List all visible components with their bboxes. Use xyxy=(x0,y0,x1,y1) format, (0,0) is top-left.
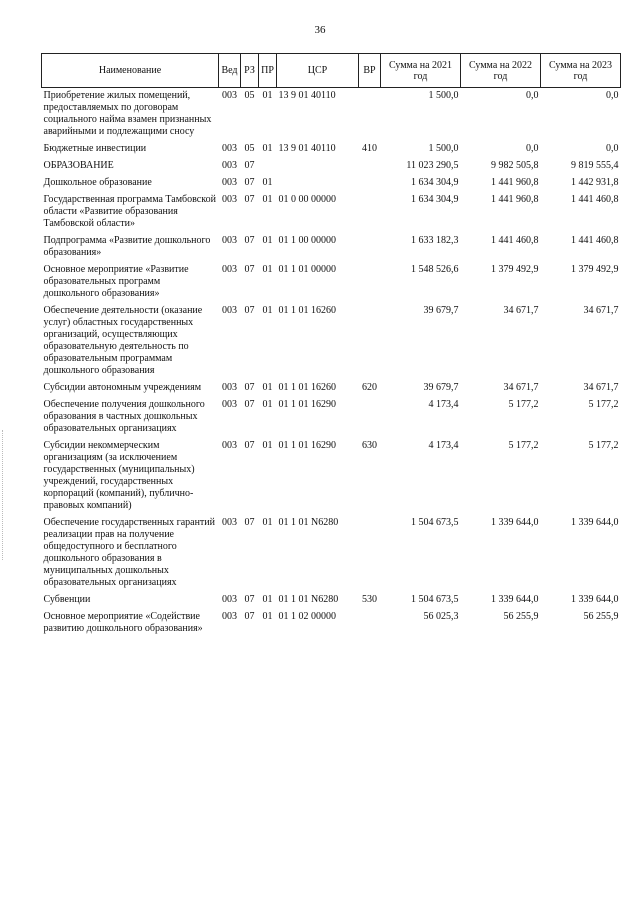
row-csr: 01 1 01 00000 xyxy=(278,264,336,275)
row-name: Приобретение жилых помещений, предоставляемых по договорам социального найма взамен признанных аварийными и подлежащими сносу xyxy=(43,90,212,137)
row-rz: 07 xyxy=(244,177,255,188)
row-csr xyxy=(277,158,359,175)
header-sum-2021: Сумма на 2021 год xyxy=(381,54,461,88)
row-name: Обеспечение государственных гарантий реализации прав на получение общедоступного и бесплатного дошкольного образования в муниципальных дошкольных образовательных организациях xyxy=(43,517,215,588)
row-rz: 07 xyxy=(244,517,255,528)
row-sum-2021: 39 679,7 xyxy=(423,382,459,393)
row-pr xyxy=(259,158,277,175)
table-row xyxy=(42,303,621,380)
row-sum-2021: 1 504 673,5 xyxy=(411,594,459,605)
row-csr: 01 1 00 00000 xyxy=(278,235,336,246)
row-name: Субсидии автономным учреждениям xyxy=(43,382,202,393)
row-sum-2023: 34 671,7 xyxy=(583,305,619,316)
row-name: Государственная программа Тамбовской области «Развитие образования Тамбовской области» xyxy=(43,194,216,229)
row-ved: 003 xyxy=(222,160,237,171)
row-rz: 07 xyxy=(244,194,255,205)
table-row xyxy=(42,141,621,158)
table-row xyxy=(42,380,621,397)
row-csr: 01 1 01 N6280 xyxy=(278,517,339,528)
row-vr xyxy=(359,303,381,380)
row-sum-2022: 1 441 960,8 xyxy=(491,194,539,205)
row-vr xyxy=(359,175,381,192)
table-row xyxy=(42,158,621,175)
row-sum-2023: 1 442 931,8 xyxy=(571,177,619,188)
row-sum-2022: 34 671,7 xyxy=(503,305,539,316)
header-ved: Вед xyxy=(219,54,241,88)
row-vr xyxy=(359,88,381,142)
row-sum-2022: 1 441 460,8 xyxy=(491,235,539,246)
row-ved: 003 xyxy=(222,517,237,528)
row-sum-2023: 0,0 xyxy=(606,143,619,154)
row-pr: 01 xyxy=(262,594,273,605)
row-sum-2021: 1 500,0 xyxy=(428,143,459,154)
row-sum-2021: 1 634 304,9 xyxy=(411,177,459,188)
row-rz: 07 xyxy=(244,399,255,410)
row-sum-2021: 56 025,3 xyxy=(423,611,459,622)
row-vr xyxy=(359,397,381,438)
row-ved: 003 xyxy=(222,594,237,605)
row-pr: 01 xyxy=(262,143,273,154)
row-sum-2022: 1 339 644,0 xyxy=(491,594,539,605)
header-rz: РЗ xyxy=(241,54,259,88)
row-pr: 01 xyxy=(262,440,273,451)
row-sum-2023: 9 819 555,4 xyxy=(571,160,619,171)
table-row xyxy=(42,88,621,142)
row-name: ОБРАЗОВАНИЕ xyxy=(43,160,114,171)
row-sum-2022: 0,0 xyxy=(526,90,539,101)
row-sum-2022: 9 982 505,8 xyxy=(491,160,539,171)
row-pr: 01 xyxy=(262,305,273,316)
row-sum-2023: 5 177,2 xyxy=(588,399,619,410)
row-sum-2023: 5 177,2 xyxy=(588,440,619,451)
header-sum-2023: Сумма на 2023 год xyxy=(541,54,621,88)
row-csr xyxy=(277,175,359,192)
row-ved: 003 xyxy=(222,611,237,622)
row-sum-2022: 56 255,9 xyxy=(503,611,539,622)
row-sum-2021: 1 548 526,6 xyxy=(411,264,459,275)
row-rz: 07 xyxy=(244,440,255,451)
page-number: 36 xyxy=(314,24,326,36)
table-header xyxy=(42,54,621,88)
row-pr: 01 xyxy=(262,382,273,393)
row-vr: 630 xyxy=(362,440,377,451)
row-name: Основное мероприятие «Развитие образовательных программ дошкольного образования» xyxy=(43,264,189,299)
table-row xyxy=(42,397,621,438)
row-csr: 01 0 00 00000 xyxy=(278,194,336,205)
row-pr: 01 xyxy=(262,177,273,188)
row-name: Подпрограмма «Развитие дошкольного образования» xyxy=(43,235,211,258)
row-ved: 003 xyxy=(222,90,237,101)
row-pr: 01 xyxy=(262,611,273,622)
row-rz: 07 xyxy=(244,160,255,171)
row-pr: 01 xyxy=(262,194,273,205)
row-sum-2021: 1 504 673,5 xyxy=(411,517,459,528)
row-name: Основное мероприятие «Содействие развитию дошкольного образования» xyxy=(43,611,203,634)
table-row xyxy=(42,609,621,638)
row-rz: 05 xyxy=(244,143,255,154)
row-rz: 07 xyxy=(244,305,255,316)
row-sum-2021: 1 634 304,9 xyxy=(411,194,459,205)
header-pr: ПР xyxy=(259,54,277,88)
row-sum-2023: 1 379 492,9 xyxy=(571,264,619,275)
row-vr xyxy=(359,515,381,592)
row-name: Обеспечение получения дошкольного образования в частных дошкольных образовательных организациях xyxy=(43,399,205,434)
row-pr: 01 xyxy=(262,235,273,246)
row-ved: 003 xyxy=(222,194,237,205)
budget-table xyxy=(41,53,621,638)
row-csr: 01 1 01 16290 xyxy=(278,399,336,410)
row-csr: 01 1 02 00000 xyxy=(278,611,336,622)
row-sum-2023: 1 339 644,0 xyxy=(571,517,619,528)
row-sum-2021: 11 023 290,5 xyxy=(406,160,459,171)
row-vr xyxy=(359,158,381,175)
row-vr xyxy=(359,262,381,303)
row-rz: 07 xyxy=(244,594,255,605)
row-sum-2022: 1 379 492,9 xyxy=(491,264,539,275)
row-name: Субсидии некоммерческим организациям (за исключением государственных (муниципальных) учреждений, государственных корпораций (компаний), публично-правовых компаний) xyxy=(43,440,195,511)
row-csr: 13 9 01 40110 xyxy=(278,90,336,101)
row-sum-2021: 4 173,4 xyxy=(428,440,459,451)
row-vr xyxy=(359,609,381,638)
row-sum-2023: 56 255,9 xyxy=(583,611,619,622)
row-ved: 003 xyxy=(222,440,237,451)
row-csr: 01 1 01 16260 xyxy=(278,382,336,393)
row-vr: 530 xyxy=(362,594,377,605)
row-vr: 620 xyxy=(362,382,377,393)
row-ved: 003 xyxy=(222,382,237,393)
table-row xyxy=(42,192,621,233)
header-vr: ВР xyxy=(359,54,381,88)
row-sum-2021: 4 173,4 xyxy=(428,399,459,410)
table-row xyxy=(42,262,621,303)
row-pr: 01 xyxy=(262,517,273,528)
row-ved: 003 xyxy=(222,305,237,316)
row-rz: 07 xyxy=(244,264,255,275)
margin-mark xyxy=(2,430,6,560)
row-csr: 01 1 01 16260 xyxy=(278,305,336,316)
row-sum-2022: 1 441 960,8 xyxy=(491,177,539,188)
row-sum-2022: 5 177,2 xyxy=(508,440,539,451)
row-sum-2022: 34 671,7 xyxy=(503,382,539,393)
row-csr: 01 1 01 N6280 xyxy=(278,594,339,605)
table-row xyxy=(42,592,621,609)
row-name: Субвенции xyxy=(43,594,91,605)
row-ved: 003 xyxy=(222,177,237,188)
row-sum-2021: 1 500,0 xyxy=(428,90,459,101)
table-row xyxy=(42,515,621,592)
table-row xyxy=(42,233,621,262)
row-rz: 07 xyxy=(244,235,255,246)
row-pr: 01 xyxy=(262,264,273,275)
header-sum-2022: Сумма на 2022 год xyxy=(461,54,541,88)
row-name: Бюджетные инвестиции xyxy=(43,143,147,154)
table-body xyxy=(42,88,621,639)
row-rz: 05 xyxy=(244,90,255,101)
row-pr: 01 xyxy=(262,90,273,101)
row-ved: 003 xyxy=(222,235,237,246)
row-vr xyxy=(359,233,381,262)
row-name: Обеспечение деятельности (оказание услуг) областных государственных организаций, осуществляющих образовательную деятельность по образовательным программам дошкольного образования xyxy=(43,305,203,376)
row-sum-2021: 39 679,7 xyxy=(423,305,459,316)
row-sum-2021: 1 633 182,3 xyxy=(411,235,459,246)
row-sum-2022: 1 339 644,0 xyxy=(491,517,539,528)
row-csr: 01 1 01 16290 xyxy=(278,440,336,451)
table-row xyxy=(42,175,621,192)
row-sum-2022: 5 177,2 xyxy=(508,399,539,410)
table-row xyxy=(42,438,621,515)
row-name: Дошкольное образование xyxy=(43,177,152,188)
row-sum-2023: 1 339 644,0 xyxy=(571,594,619,605)
row-ved: 003 xyxy=(222,143,237,154)
row-vr: 410 xyxy=(362,143,377,154)
header-csr: ЦСР xyxy=(277,54,359,88)
row-pr: 01 xyxy=(262,399,273,410)
row-ved: 003 xyxy=(222,264,237,275)
row-rz: 07 xyxy=(244,382,255,393)
row-ved: 003 xyxy=(222,399,237,410)
row-vr xyxy=(359,192,381,233)
row-sum-2023: 1 441 460,8 xyxy=(571,235,619,246)
row-csr: 13 9 01 40110 xyxy=(278,143,336,154)
header-name: Наименование xyxy=(42,54,219,88)
row-sum-2022: 0,0 xyxy=(526,143,539,154)
row-sum-2023: 0,0 xyxy=(606,90,619,101)
row-rz: 07 xyxy=(244,611,255,622)
row-sum-2023: 1 441 460,8 xyxy=(571,194,619,205)
row-sum-2023: 34 671,7 xyxy=(583,382,619,393)
